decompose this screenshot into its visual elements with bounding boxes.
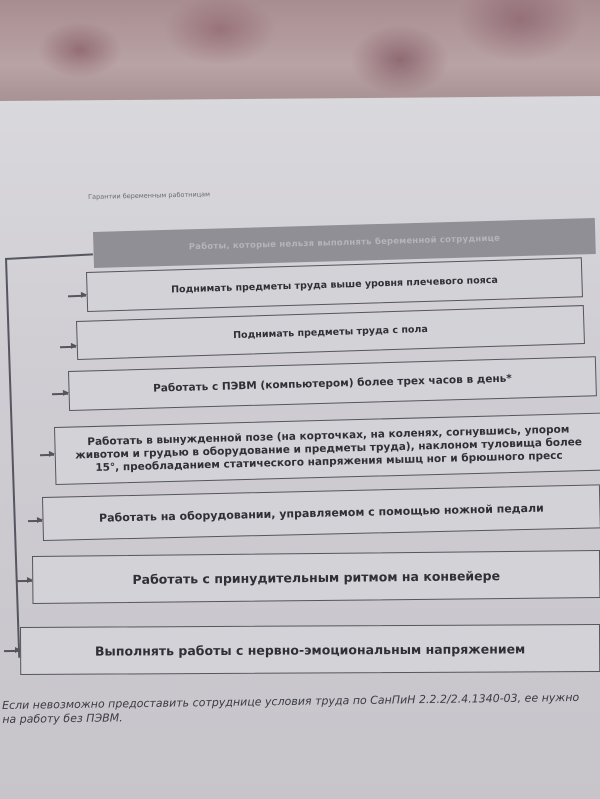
list-item: Работать в вынужденной позе (на корточках, на коленях, согнувшись, упором животом и грудью в оборудование и предметы труда), наклоном туловища более 15°, преобладанием статического напряжения мышц ног и брюшного пресс: [54, 413, 600, 485]
arrow-icon: [4, 650, 20, 652]
footnote-line-2: на работу без ПЭВМ.: [2, 711, 123, 726]
arrow-icon: [52, 393, 68, 395]
arrow-icon: [68, 295, 86, 297]
list-item: Работать с принудительным ритмом на конвейере: [32, 550, 600, 604]
list-item: Выполнять работы с нервно-эмоциональным напряжением: [20, 624, 600, 675]
list-item: Работать на оборудовании, управляемом с помощью ножной педали: [42, 484, 600, 541]
diagram-header-text: Работы, которые нельзя выполнять беременной сотруднице: [188, 233, 501, 253]
arrow-icon: [40, 454, 54, 456]
arrow-icon: [16, 580, 32, 582]
document-title: Гарантии беременным работницам: [88, 190, 211, 201]
arrow-icon: [28, 520, 42, 522]
list-item: Поднимать предметы труда выше уровня плечевого пояса: [86, 257, 583, 312]
footnote-line-1: Если невозможно предоставить сотруднице условия труда по СанПиН 2.2.2/2.4.1340-03, ее нужно: [2, 690, 580, 712]
arrow-icon: [60, 346, 76, 348]
list-item: Работать с ПЭВМ (компьютером) более трех часов в день*: [68, 356, 597, 411]
list-item: Поднимать предметы труда с пола: [76, 305, 585, 360]
